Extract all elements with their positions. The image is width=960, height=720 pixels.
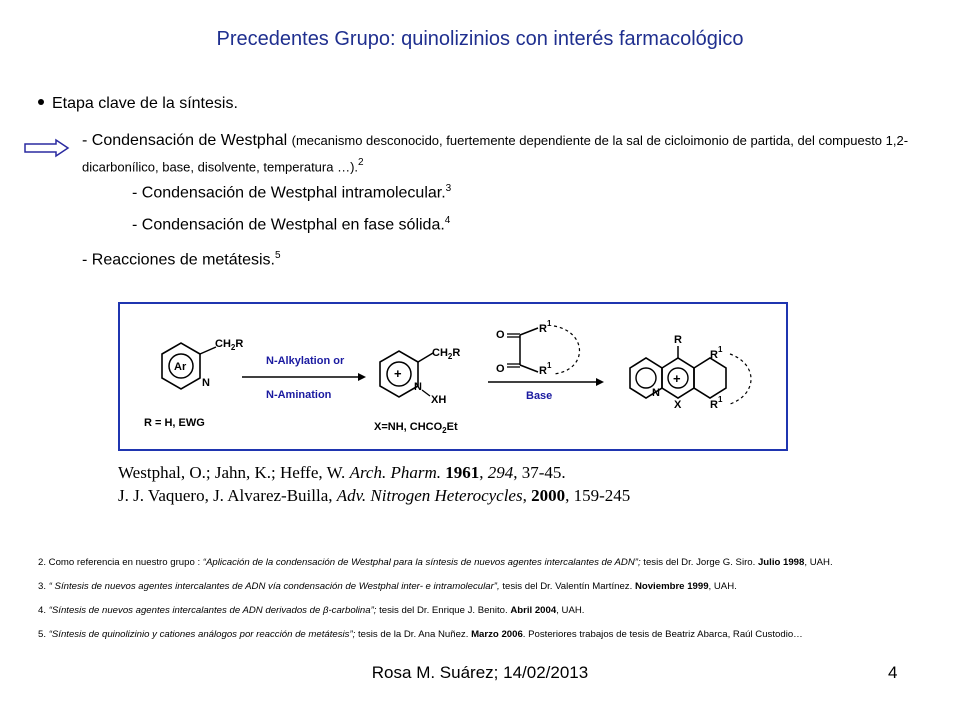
citation-pages: , 37-45.: [513, 463, 566, 482]
citation-journal: Arch. Pharm.: [349, 463, 442, 482]
footnote-date: Noviembre 1999: [634, 581, 709, 592]
footnote-title: “ Síntesis de nuevos agentes intercalantes de ADN vía condensación de Westphal inter- e intramolecular”,: [48, 581, 500, 592]
sub-item-metathesis: [82, 250, 281, 269]
footnote-3: [38, 581, 737, 592]
r1-label: $R^1$: [539, 361, 552, 377]
x-note: X=NH, $CHCO_2Et$: [374, 421, 458, 435]
xh-label: XH: [431, 394, 447, 406]
footnote-num: 4.: [38, 605, 47, 616]
footnote-author: tesis del Dr. Enrique J. Benito.: [376, 605, 508, 616]
footer-author-date: Rosa M. Suárez; 14/02/2013: [371, 663, 589, 682]
footnote-tail: , UAH.: [804, 557, 833, 568]
reaction-scheme: [118, 302, 788, 452]
oxygen-label: O: [496, 363, 505, 375]
bullet-text: Etapa clave de la síntesis.: [52, 95, 238, 112]
footnote-tail: . Posteriores trabajos de tesis de Beatriz Abarca, Raúl Custodio…: [522, 629, 803, 640]
westphal-lead: - Condensación de Westphal: [82, 132, 288, 149]
footnote-author: tesis del Dr. Valentín Martínez.: [499, 581, 633, 592]
slide-title: Precedentes Grupo: quinolizinios con interés farmacológico: [216, 28, 744, 50]
citation-westphal: Westphal, O.; Jahn, K.; Heffe, W. Arch. Pharm. 1961, 294, 37-45.: [118, 463, 566, 482]
step2-label: Base: [526, 390, 553, 402]
citation-authors: Westphal, O.; Jahn, K.; Heffe, W.: [118, 463, 346, 482]
hollow-arrow-icon: [24, 138, 70, 158]
footnote-author: tesis de la Dr. Ana Nuñez.: [355, 629, 469, 640]
footnote-tail: , UAH.: [708, 581, 737, 592]
footnote-tail: , UAH.: [556, 605, 585, 616]
r-label: R: [674, 334, 682, 346]
r1-label: $R^1$: [710, 395, 723, 411]
bullet-item: [38, 95, 238, 113]
footnote-4: [38, 605, 584, 616]
sub-item-solid-phase: [132, 215, 450, 234]
step1-top-label: N-Alkylation or: [266, 355, 345, 367]
citation-authors: J. J. Vaquero, J. Alvarez-Builla,: [118, 486, 333, 505]
citation-journal: Adv. Nitrogen Heterocycles: [336, 486, 523, 505]
sub-item-text: - Condensación de Westphal en fase sólida.: [132, 216, 445, 234]
plus-sign: +: [673, 371, 681, 386]
r-note: R = H, EWG: [144, 417, 205, 429]
page-number: 4: [888, 663, 898, 682]
n-label: N: [414, 381, 422, 393]
citation-pages: , 159-245: [565, 486, 631, 505]
x-label: X: [674, 399, 682, 411]
bullet-dot-icon: [38, 99, 44, 105]
ring-label: Ar: [174, 361, 187, 373]
footnote-date: Julio 1998: [757, 557, 805, 568]
ref-superscript: 2: [358, 157, 364, 168]
citation-volume: 294: [487, 463, 514, 482]
citation-year: 1961: [445, 463, 480, 482]
footnote-5: [38, 629, 803, 640]
r1-label: $R^1$: [710, 345, 723, 361]
footnote-2: [38, 557, 833, 568]
footnote-title: “Síntesis de quinolizinio y cationes análogos por reacción de metátesis”;: [48, 629, 356, 640]
footnote-num: 2. Como referencia en nuestro grupo :: [38, 557, 201, 568]
footnote-author: tesis del Dr. Jorge G. Siro.: [640, 557, 756, 568]
westphal-paragraph: [82, 130, 922, 178]
footnote-date: Marzo 2006: [471, 629, 523, 640]
westphal-detail: (mecanismo desconocido, fuertemente dependiente de la sal de cicloimonio de partida, del compuesto 1,2-dicarbonílico, base, disolvente, temperatura …).: [82, 133, 909, 175]
oxygen-label: O: [496, 329, 505, 341]
ref-superscript: 4: [444, 215, 451, 226]
footnote-date: Abril 2004: [510, 605, 557, 616]
n-label: N: [652, 387, 660, 399]
footnote-num: 5.: [38, 629, 47, 640]
footnote-num: 3.: [38, 581, 47, 592]
n-label: N: [202, 377, 210, 389]
footnote-title: “Aplicación de la condensación de Westphal para la síntesis de nuevos agentes intercalantes de ADN”;: [202, 557, 641, 568]
ref-superscript: 5: [274, 250, 281, 261]
citation-year: 2000: [531, 486, 566, 505]
step1-bottom-label: N-Amination: [266, 389, 332, 401]
sub-item-text: - Reacciones de metátesis.: [82, 251, 275, 269]
r1-label: $R^1$: [539, 319, 552, 335]
sub-item-text: - Condensación de Westphal intramolecular.: [132, 184, 446, 202]
citation-vaquero: J. J. Vaquero, J. Alvarez-Builla, Adv. Nitrogen Heterocycles, 2000, 159-245: [118, 486, 631, 505]
ref-superscript: 3: [445, 183, 452, 194]
footnote-title: “Síntesis de nuevos agentes intercalantes de ADN derivados de β-carbolina”;: [48, 605, 377, 616]
sub-item-intramolecular: [132, 183, 451, 202]
substituent-ch2r: $CH_2R$: [215, 338, 244, 352]
plus-sign: +: [394, 366, 402, 381]
substituent-ch2r: $CH_2R$: [432, 347, 461, 361]
